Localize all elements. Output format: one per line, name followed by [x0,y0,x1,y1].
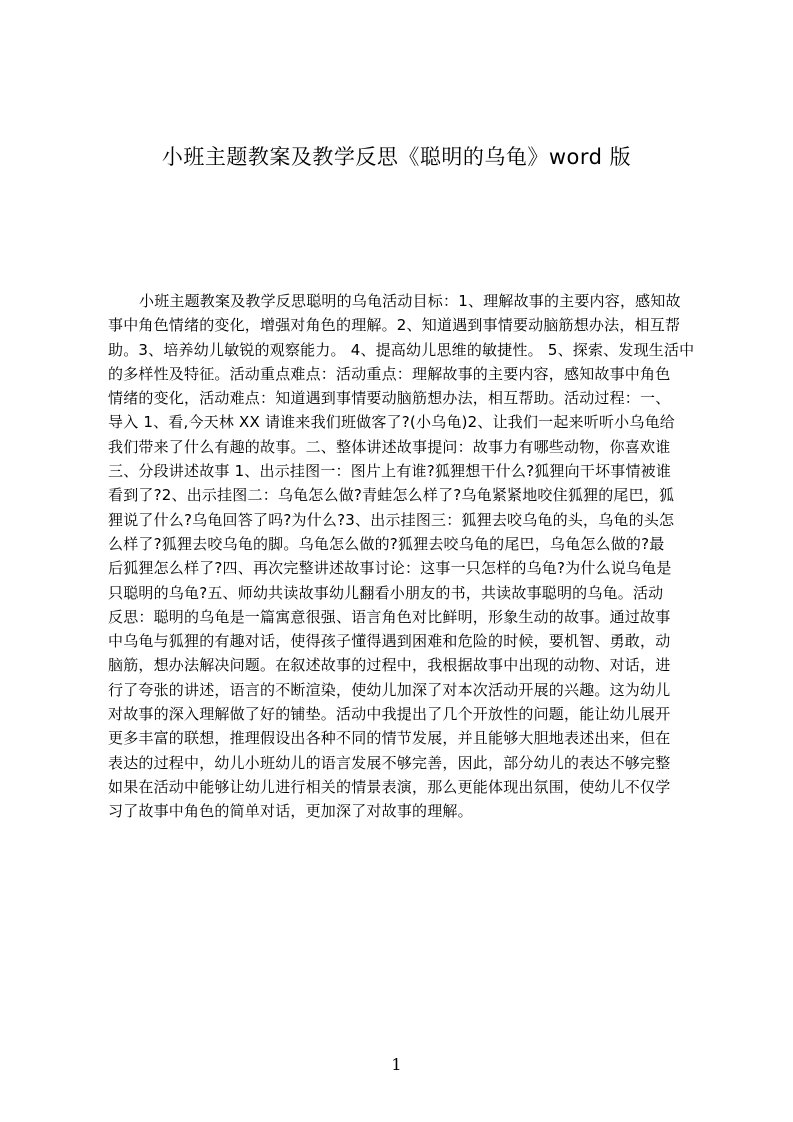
page-number: 1 [391,1055,402,1074]
text-line: 看到了?2、出示挂图二：乌龟怎么做?青蛙怎么样了?乌龟紧紧地咬住狐狸的尾巴，狐 [108,486,675,505]
text-line: 的多样性及特征。活动重点难点：活动重点：理解故事的主要内容，感知故事中角色 [108,364,671,383]
document-title: 小班主题教案及教学反思《聪明的乌龟》word 版 [161,145,632,169]
text-line: 我们带来了什么有趣的故事。二、整体讲述故事提问：故事力有哪些动物，你喜欢谁 [108,437,671,456]
text-line: 脑筋，想办法解决问题。在叙述故事的过程中，我根据故事中出现的动物、对话，进 [108,656,671,675]
text-line: 三、分段讲述故事 1、出示挂图一：图片上有谁?狐狸想干什么?狐狸向干坏事情被谁 [108,462,672,481]
text-line: 习了故事中角色的简单对话，更加深了对故事的理解。 [108,802,473,821]
text-line: 对故事的深入理解做了好的铺垫。活动中我提出了几个开放性的问题，能让幼儿展开 [108,705,671,724]
text-line: 导入 1、看,今天林 XX 请谁来我们班做客了?(小乌龟)2、让我们一起来听听小乌龟给 [108,413,675,432]
text-line: 么样了?狐狸去咬乌龟的脚。乌龟怎么做的?狐狸去咬乌龟的尾巴，乌龟怎么做的?最 [108,534,665,553]
text-line: 表达的过程中，幼儿小班幼儿的语言发展不够完善，因此，部分幼儿的表达不够完整 [108,753,671,772]
text-line: 反思：聪明的乌龟是一篇寓意很强、语言角色对比鲜明，形象生动的故事。通过故事 [108,607,671,626]
text-line: 只聪明的乌龟?五、师幼共读故事幼儿翻看小朋友的书，共读故事聪明的乌龟。活动 [108,583,664,602]
text-line: 后狐狸怎么样了?四、再次完整讲述故事讨论：这事一只怎样的乌龟?为什么说乌龟是 [108,559,672,578]
text-line: 更多丰富的联想，推理假设出各种不同的情节发展，并且能够大胆地表述出来，但在 [108,729,671,748]
text-line: 如果在活动中能够让幼儿进行相关的情景表演，那么更能体现出氛围，使幼儿不仅学 [108,777,671,796]
text-line: 中乌龟与狐狸的有趣对话，使得孩子懂得遇到困难和危险的时候，要机智、勇敢，动 [108,632,671,651]
text-line: 事中角色情绪的变化，增强对角色的理解。2、知道遇到事情要动脑筋想办法，相互帮 [108,316,681,335]
text-line: 狸说了什么?乌龟回答了吗?为什么?3、出示挂图三：狐狸去咬乌龟的头，乌龟的头怎 [108,510,675,529]
text-line: 小班主题教案及教学反思聪明的乌龟活动目标：1、理解故事的主要内容，感知故 [139,292,681,310]
body-paragraph [108,289,704,824]
text-line: 情绪的变化，活动难点：知道遇到事情要动脑筋想办法，相互帮助。活动过程：一、 [108,389,671,408]
text-line: 行了夸张的讲述，语言的不断渲染，使幼儿加深了对本次活动开展的兴趣。这为幼儿 [108,680,671,699]
text-line: 助。3、培养幼儿敏锐的观察能力。 4、提高幼儿思维的敏捷性。 5、探索、发现生活中 [108,340,695,359]
